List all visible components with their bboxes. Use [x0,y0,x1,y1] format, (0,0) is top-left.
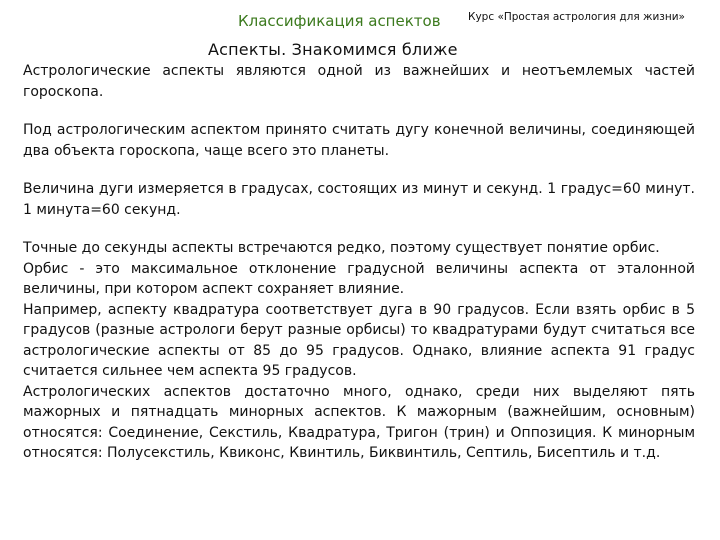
paragraph-intro: Астрологические аспекты являются одной из важнейших и неотъемлемых частей гороскопа. [23,63,695,100]
section-heading: Классификация аспектов [238,12,441,30]
course-label: Курс «Простая астрология для жизни» [468,11,685,23]
paragraph-orbis-intro: Точные до секунды аспекты встречаются редко, поэтому существует понятие орбис. [23,240,660,256]
paragraph-aspect-list: Астрологических аспектов достаточно много, однако, среди них выделяют пять мажорных и пятнадцать минорных аспектов. К мажорным (важнейшим, основным) относятся: Соединение, Секстиль, Квадратура, Тригон (трин) и Оппозиция. К минорным относятся: Полусекстиль, Квиконс, Квинтиль, Биквинтиль, Септиль, Бисептиль и т.д. [23,383,695,461]
paragraph-orbis-definition: Орбис - это максимальное отклонение градусной величины аспекта от эталонной величины, при котором аспект сохраняет влияние. [23,260,695,297]
body-text [23,61,695,464]
paragraph-example: Например, аспекту квадратура соответствует дуга в 90 градусов. Если взять орбис в 5 градусов (разные астрологи берут разные орбисы) то квадратурами будут считаться все астрологические аспекты от 85 до 95 градусов. Однако, влияние аспекта 91 градус считается сильнее чем аспекта 95 градусов. [23,301,695,379]
slide-title: Аспекты. Знакомимся ближе [208,40,458,59]
paragraph-measurement: Величина дуги измеряется в градусах, состоящих из минут и секунд. 1 градус=60 минут. 1 минута=60 секунд. [23,181,695,218]
paragraph-definition: Под астрологическим аспектом принято считать дугу конечной величины, соединяющей два объекта гороскопа, чаще всего это планеты. [23,122,695,159]
